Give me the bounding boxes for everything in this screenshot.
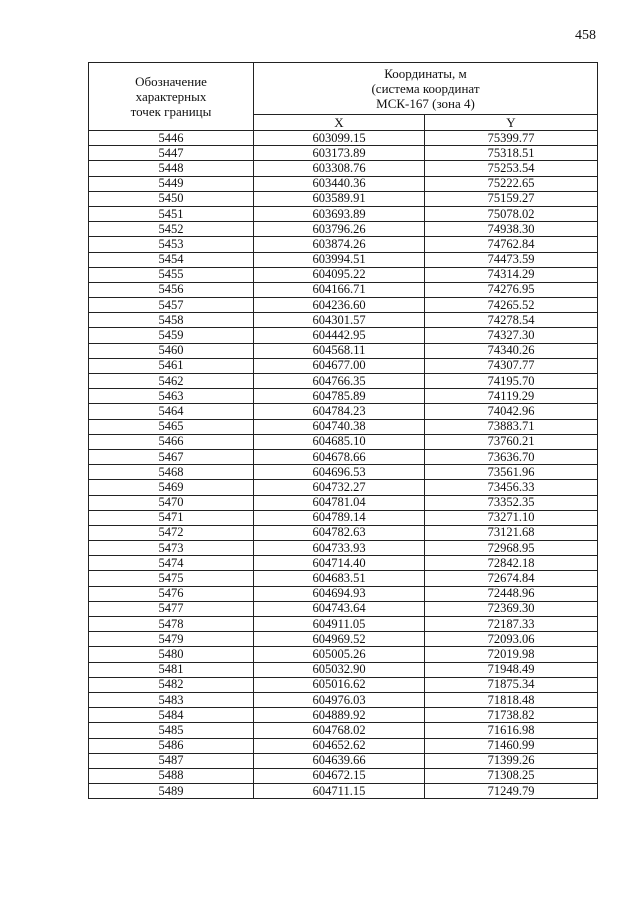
- x-coordinate-cell: 604166.71: [254, 282, 425, 297]
- point-id-cell: 5459: [89, 328, 254, 343]
- x-coordinate-cell: 604782.63: [254, 525, 425, 540]
- y-coordinate-cell: 74314.29: [425, 267, 598, 282]
- table-row: [89, 237, 598, 252]
- table-row: [89, 374, 598, 389]
- header-line: МСК-167 (зона 4): [376, 96, 475, 111]
- point-id-cell: 5448: [89, 161, 254, 176]
- point-id-cell: 5476: [89, 586, 254, 601]
- x-coordinate-cell: 603099.15: [254, 131, 425, 146]
- y-coordinate-cell: 74938.30: [425, 222, 598, 237]
- y-coordinate-cell: 74340.26: [425, 343, 598, 358]
- point-id-cell: 5456: [89, 282, 254, 297]
- point-id-cell: 5489: [89, 784, 254, 799]
- x-coordinate-cell: 604095.22: [254, 267, 425, 282]
- header-line: (система координат: [371, 81, 480, 96]
- point-id-cell: 5461: [89, 358, 254, 373]
- x-coordinate-cell: 604683.51: [254, 571, 425, 586]
- point-id-cell: 5473: [89, 541, 254, 556]
- point-id-cell: 5454: [89, 252, 254, 267]
- header-line: характерных: [135, 89, 207, 104]
- point-id-cell: 5483: [89, 692, 254, 707]
- table-row: [89, 556, 598, 571]
- y-coordinate-cell: 73561.96: [425, 465, 598, 480]
- x-coordinate-cell: 604969.52: [254, 632, 425, 647]
- table-row: [89, 343, 598, 358]
- table-row: [89, 328, 598, 343]
- table-row: [89, 146, 598, 161]
- y-coordinate-cell: 72187.33: [425, 617, 598, 632]
- table-row: [89, 434, 598, 449]
- y-coordinate-cell: 74119.29: [425, 389, 598, 404]
- table-row: [89, 222, 598, 237]
- y-coordinate-cell: 71738.82: [425, 708, 598, 723]
- x-coordinate-cell: 604301.57: [254, 313, 425, 328]
- point-id-cell: 5452: [89, 222, 254, 237]
- table-row: [89, 298, 598, 313]
- point-id-column-header: [89, 63, 254, 131]
- header-line: Обозначение: [135, 74, 207, 89]
- point-id-cell: 5485: [89, 723, 254, 738]
- y-coordinate-cell: 72019.98: [425, 647, 598, 662]
- x-coordinate-cell: 604740.38: [254, 419, 425, 434]
- table-row: [89, 768, 598, 783]
- table-header: [89, 63, 598, 131]
- table-row: [89, 449, 598, 464]
- x-coordinate-cell: 604694.93: [254, 586, 425, 601]
- y-coordinate-cell: 75318.51: [425, 146, 598, 161]
- y-coordinate-cell: 75222.65: [425, 176, 598, 191]
- point-id-cell: 5450: [89, 191, 254, 206]
- coordinates-column-header: [254, 63, 598, 115]
- y-coordinate-cell: 72369.30: [425, 601, 598, 616]
- x-coordinate-cell: 604442.95: [254, 328, 425, 343]
- y-coordinate-cell: 74307.77: [425, 358, 598, 373]
- table-row: [89, 617, 598, 632]
- y-coordinate-cell: 74265.52: [425, 298, 598, 313]
- x-coordinate-cell: 603589.91: [254, 191, 425, 206]
- x-coordinate-cell: 604889.92: [254, 708, 425, 723]
- table-row: [89, 647, 598, 662]
- x-coordinate-cell: 604911.05: [254, 617, 425, 632]
- point-id-cell: 5468: [89, 465, 254, 480]
- point-id-cell: 5478: [89, 617, 254, 632]
- y-coordinate-cell: 74276.95: [425, 282, 598, 297]
- header-line: точек границы: [130, 104, 212, 119]
- x-coordinate-cell: 604714.40: [254, 556, 425, 571]
- table-row: [89, 677, 598, 692]
- y-coordinate-cell: 71460.99: [425, 738, 598, 753]
- y-coordinate-cell: 74473.59: [425, 252, 598, 267]
- x-coordinate-cell: 603994.51: [254, 252, 425, 267]
- point-id-cell: 5477: [89, 601, 254, 616]
- table-row: [89, 313, 598, 328]
- table-row: [89, 161, 598, 176]
- table-row: [89, 206, 598, 221]
- table-row: [89, 601, 598, 616]
- y-coordinate-cell: 74195.70: [425, 374, 598, 389]
- point-id-cell: 5446: [89, 131, 254, 146]
- x-coordinate-cell: 604781.04: [254, 495, 425, 510]
- y-coordinate-cell: 71399.26: [425, 753, 598, 768]
- table-row: [89, 480, 598, 495]
- point-id-cell: 5482: [89, 677, 254, 692]
- x-coordinate-cell: 604652.62: [254, 738, 425, 753]
- x-coordinate-cell: 604976.03: [254, 692, 425, 707]
- x-coordinate-cell: 603440.36: [254, 176, 425, 191]
- point-id-cell: 5464: [89, 404, 254, 419]
- point-id-cell: 5481: [89, 662, 254, 677]
- x-coordinate-cell: 603874.26: [254, 237, 425, 252]
- table-row: [89, 282, 598, 297]
- coordinates-table: [88, 62, 598, 799]
- point-id-cell: 5475: [89, 571, 254, 586]
- y-coordinate-cell: 74762.84: [425, 237, 598, 252]
- table-row: [89, 632, 598, 647]
- table-row: [89, 586, 598, 601]
- y-coordinate-cell: 72448.96: [425, 586, 598, 601]
- x-coordinate-cell: 604766.35: [254, 374, 425, 389]
- y-coordinate-cell: 71249.79: [425, 784, 598, 799]
- table-row: [89, 465, 598, 480]
- page-number: 458: [575, 28, 596, 43]
- x-coordinate-cell: 604685.10: [254, 434, 425, 449]
- x-coordinate-cell: 604568.11: [254, 343, 425, 358]
- y-coordinate-cell: 73271.10: [425, 510, 598, 525]
- table-row: [89, 723, 598, 738]
- x-coordinate-cell: 604784.23: [254, 404, 425, 419]
- y-coordinate-cell: 71308.25: [425, 768, 598, 783]
- y-coordinate-cell: 73456.33: [425, 480, 598, 495]
- table-row: [89, 191, 598, 206]
- y-coordinate-cell: 73883.71: [425, 419, 598, 434]
- table-row: [89, 784, 598, 799]
- table-row: [89, 662, 598, 677]
- point-id-cell: 5467: [89, 449, 254, 464]
- y-coordinate-cell: 73121.68: [425, 525, 598, 540]
- point-id-cell: 5474: [89, 556, 254, 571]
- table-row: [89, 571, 598, 586]
- y-coordinate-cell: 73352.35: [425, 495, 598, 510]
- header-line: Координаты, м: [384, 66, 467, 81]
- point-id-cell: 5484: [89, 708, 254, 723]
- y-coordinate-cell: 72093.06: [425, 632, 598, 647]
- point-id-cell: 5457: [89, 298, 254, 313]
- table-row: [89, 267, 598, 282]
- point-id-cell: 5488: [89, 768, 254, 783]
- y-coordinate-cell: 73760.21: [425, 434, 598, 449]
- point-id-cell: 5472: [89, 525, 254, 540]
- x-coordinate-cell: 604672.15: [254, 768, 425, 783]
- y-coordinate-cell: 72968.95: [425, 541, 598, 556]
- y-coordinate-cell: 74278.54: [425, 313, 598, 328]
- point-id-cell: 5451: [89, 206, 254, 221]
- table-row: [89, 404, 598, 419]
- point-id-cell: 5466: [89, 434, 254, 449]
- point-id-cell: 5480: [89, 647, 254, 662]
- point-id-cell: 5462: [89, 374, 254, 389]
- x-coordinate-cell: 604678.66: [254, 449, 425, 464]
- y-coordinate-cell: 71948.49: [425, 662, 598, 677]
- point-id-cell: 5458: [89, 313, 254, 328]
- table-row: [89, 708, 598, 723]
- x-coordinate-cell: 603173.89: [254, 146, 425, 161]
- point-id-cell: 5460: [89, 343, 254, 358]
- y-coordinate-cell: 71818.48: [425, 692, 598, 707]
- point-id-cell: 5487: [89, 753, 254, 768]
- y-coordinate-cell: 72674.84: [425, 571, 598, 586]
- x-coordinate-cell: 603308.76: [254, 161, 425, 176]
- x-coordinate-cell: 604696.53: [254, 465, 425, 480]
- y-coordinate-cell: 71875.34: [425, 677, 598, 692]
- y-coordinate-cell: 73636.70: [425, 449, 598, 464]
- point-id-cell: 5447: [89, 146, 254, 161]
- point-id-cell: 5465: [89, 419, 254, 434]
- x-coordinate-cell: 604711.15: [254, 784, 425, 799]
- table-row: [89, 738, 598, 753]
- x-coordinate-cell: 604639.66: [254, 753, 425, 768]
- y-column-header: Y: [425, 115, 598, 131]
- table-row: [89, 510, 598, 525]
- point-id-cell: 5463: [89, 389, 254, 404]
- point-id-cell: 5453: [89, 237, 254, 252]
- x-coordinate-cell: 603693.89: [254, 206, 425, 221]
- table-body: [89, 131, 598, 799]
- table-row: [89, 389, 598, 404]
- table-row: [89, 419, 598, 434]
- x-coordinate-cell: 604789.14: [254, 510, 425, 525]
- table-row: [89, 753, 598, 768]
- y-coordinate-cell: 74042.96: [425, 404, 598, 419]
- x-coordinate-cell: 604785.89: [254, 389, 425, 404]
- x-coordinate-cell: 605005.26: [254, 647, 425, 662]
- x-column-header: X: [254, 115, 425, 131]
- x-coordinate-cell: 605016.62: [254, 677, 425, 692]
- y-coordinate-cell: 74327.30: [425, 328, 598, 343]
- point-id-cell: 5469: [89, 480, 254, 495]
- table-row: [89, 131, 598, 146]
- x-coordinate-cell: 603796.26: [254, 222, 425, 237]
- x-coordinate-cell: 604677.00: [254, 358, 425, 373]
- point-id-cell: 5470: [89, 495, 254, 510]
- x-coordinate-cell: 604236.60: [254, 298, 425, 313]
- table-row: [89, 495, 598, 510]
- point-id-cell: 5486: [89, 738, 254, 753]
- point-id-cell: 5471: [89, 510, 254, 525]
- table-row: [89, 541, 598, 556]
- y-coordinate-cell: 71616.98: [425, 723, 598, 738]
- point-id-cell: 5479: [89, 632, 254, 647]
- x-coordinate-cell: 604768.02: [254, 723, 425, 738]
- point-id-cell: 5455: [89, 267, 254, 282]
- x-coordinate-cell: 604733.93: [254, 541, 425, 556]
- table-row: [89, 525, 598, 540]
- y-coordinate-cell: 72842.18: [425, 556, 598, 571]
- point-id-cell: 5449: [89, 176, 254, 191]
- table-row: [89, 252, 598, 267]
- table-row: [89, 692, 598, 707]
- x-coordinate-cell: 605032.90: [254, 662, 425, 677]
- table-row: [89, 358, 598, 373]
- x-coordinate-cell: 604732.27: [254, 480, 425, 495]
- y-coordinate-cell: 75159.27: [425, 191, 598, 206]
- table-row: [89, 176, 598, 191]
- y-coordinate-cell: 75078.02: [425, 206, 598, 221]
- y-coordinate-cell: 75253.54: [425, 161, 598, 176]
- x-coordinate-cell: 604743.64: [254, 601, 425, 616]
- y-coordinate-cell: 75399.77: [425, 131, 598, 146]
